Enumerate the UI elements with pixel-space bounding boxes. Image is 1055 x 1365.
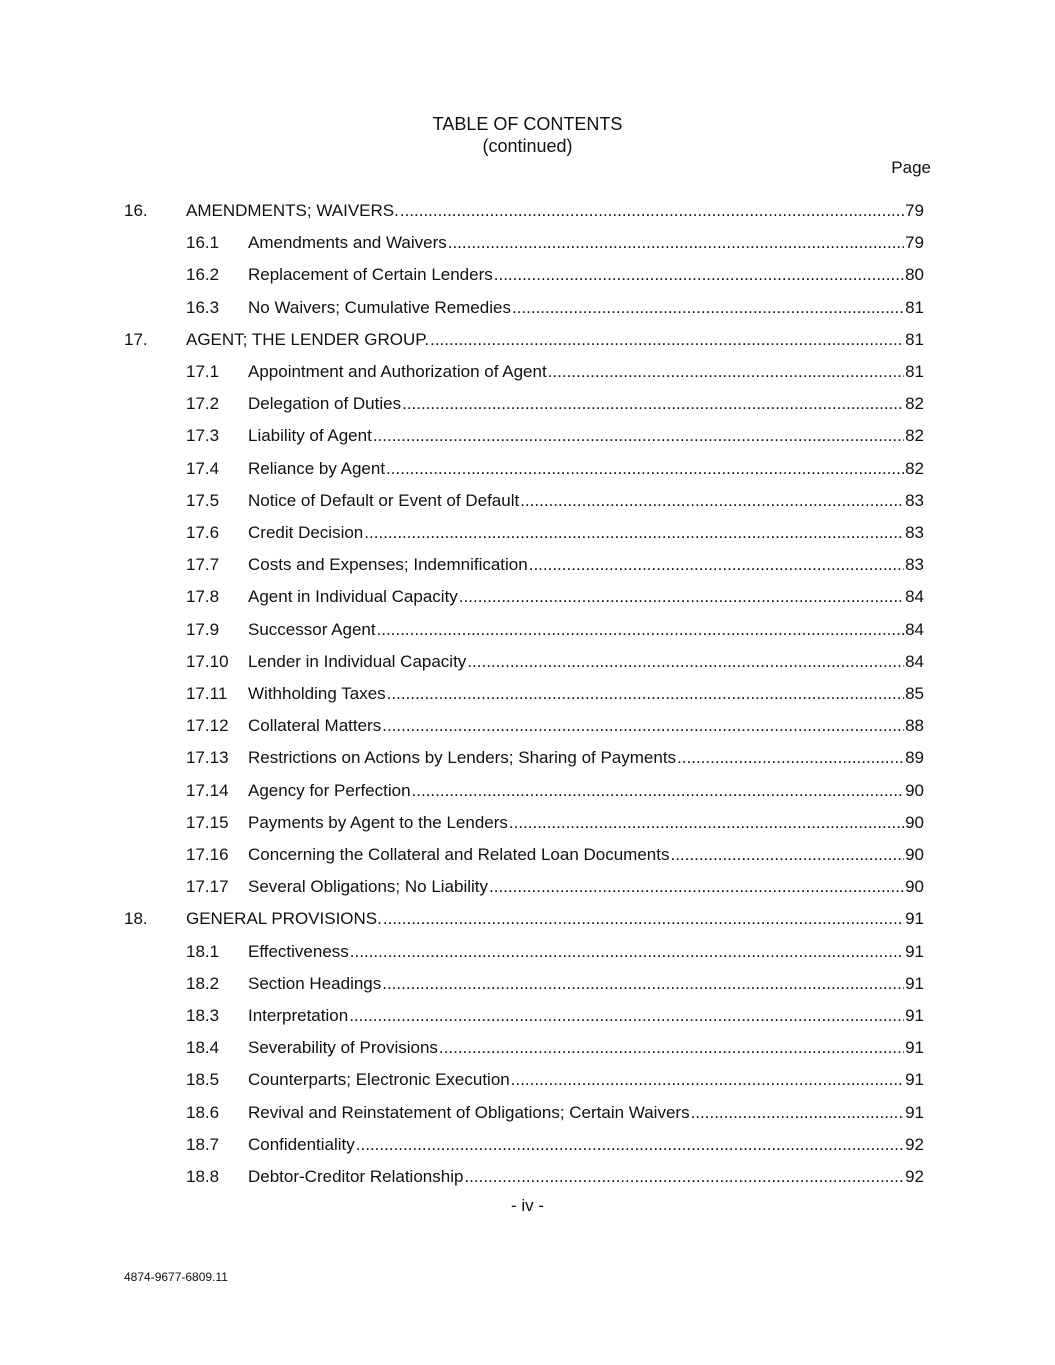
toc-entry-number: 18.: [124, 909, 148, 929]
dot-leader: [356, 1129, 904, 1161]
toc-entry-number: 17.6: [186, 523, 220, 542]
toc-entry-page: 90: [905, 877, 924, 897]
toc-entry-title[interactable]: Restrictions on Actions by Lenders; Sharing of Payments: [248, 748, 677, 768]
dot-leader: [382, 968, 904, 1000]
toc-entry-title[interactable]: Agent in Individual Capacity: [248, 587, 458, 607]
toc-section-row[interactable]: [0, 195, 1055, 227]
dot-leader: [448, 227, 904, 259]
toc-subsection-row[interactable]: [0, 646, 1055, 678]
toc-entry-number: 18.4: [186, 1038, 220, 1058]
page-number: - iv -: [510, 1196, 545, 1215]
toc-entry-line: [248, 259, 924, 291]
toc-subsection-row[interactable]: [0, 420, 1055, 452]
toc-entry-page: 91: [905, 941, 924, 961]
dot-leader: [382, 710, 904, 742]
dot-leader: [386, 453, 904, 485]
toc-entry-number: 17.8: [186, 587, 220, 607]
toc-entry-title[interactable]: Costs and Expenses; Indemnification: [248, 555, 528, 575]
toc-entry-title[interactable]: Debtor-Creditor Relationship: [248, 1167, 464, 1186]
toc-entry-line: [248, 839, 924, 871]
toc-entry-title[interactable]: Liability of Agent: [248, 426, 372, 446]
toc-subsection-row[interactable]: [0, 485, 1055, 517]
toc-entry-line: [248, 807, 924, 839]
toc-subsection-row[interactable]: [0, 936, 1055, 968]
dot-leader: [439, 1032, 904, 1064]
toc-entry-page: 83: [905, 490, 924, 510]
toc-entry-page: 84: [905, 619, 924, 639]
toc-entry-line: [248, 1064, 924, 1096]
toc-entry-line: [248, 549, 924, 581]
toc-entry-line: [248, 646, 924, 678]
toc-entry-number: 18.5: [186, 1070, 220, 1090]
dot-leader: [387, 678, 904, 710]
dot-leader: [548, 356, 904, 388]
dot-leader: [509, 807, 904, 839]
toc-entry-line: [248, 936, 924, 968]
toc-subsection-row[interactable]: [0, 453, 1055, 485]
toc-entry-title[interactable]: Confidentiality: [248, 1134, 355, 1154]
toc-entry-page: 90: [905, 845, 924, 864]
toc-entry-title[interactable]: Successor Agent: [248, 619, 376, 639]
toc-subsection-row[interactable]: [0, 517, 1055, 549]
toc-entry-page: 91: [905, 909, 924, 929]
toc-entry-title[interactable]: No Waivers; Cumulative Remedies: [248, 297, 511, 317]
toc-subsection-row[interactable]: [0, 614, 1055, 646]
toc-entry-line: [248, 871, 924, 903]
toc-entry-page: 92: [905, 1134, 924, 1154]
toc-subsection-row[interactable]: [0, 1064, 1055, 1096]
toc-entry-line: [248, 1097, 924, 1129]
toc-entry-line: [248, 227, 924, 259]
toc-entry-number: 17.16: [186, 845, 229, 864]
toc-subsection-row[interactable]: [0, 968, 1055, 1000]
toc-entry-line: [248, 678, 924, 710]
toc-entry-number: 17.10: [186, 651, 229, 671]
toc-entry-line: [248, 1000, 924, 1032]
dot-leader: [377, 614, 905, 646]
toc-entry-title[interactable]: Withholding Taxes: [248, 684, 386, 703]
toc-entry-title[interactable]: GENERAL PROVISIONS.: [186, 909, 382, 929]
dot-leader: [691, 1097, 905, 1129]
dot-leader: [349, 1000, 904, 1032]
dot-leader: [520, 485, 904, 517]
toc-entry-number: 17.12: [186, 716, 229, 736]
toc-entry-line: [248, 1161, 924, 1193]
toc-entry-page: 80: [905, 265, 924, 285]
dot-leader: [373, 420, 904, 452]
toc-entry-number: 17.17: [186, 877, 229, 897]
toc-entry-page: 79: [905, 201, 924, 220]
toc-entry-line: [248, 420, 924, 452]
toc-entry-number: 18.3: [186, 1006, 220, 1025]
toc-subsection-row[interactable]: [0, 1032, 1055, 1064]
toc-entry-title[interactable]: Severability of Provisions: [248, 1038, 438, 1058]
toc-entry-line: [248, 292, 924, 324]
dot-leader: [677, 742, 904, 774]
toc-entry-line: [248, 581, 924, 613]
toc-entry-page: 89: [905, 748, 924, 768]
toc-entry-page: 82: [905, 394, 924, 414]
toc-subsection-row[interactable]: [0, 807, 1055, 839]
toc-entry-number: 17.1: [186, 362, 220, 381]
toc-entry-page: 91: [905, 973, 924, 993]
document-id: 4874-9677-6809.11: [124, 1270, 228, 1284]
toc-entry-page: 81: [905, 362, 924, 381]
toc-entry-page: 92: [905, 1167, 924, 1186]
toc-entry-title[interactable]: Revival and Reinstatement of Obligations; Certain Waivers: [248, 1102, 690, 1122]
dot-leader: [529, 549, 904, 581]
toc-subsection-row[interactable]: [0, 1000, 1055, 1032]
toc-entry-page: 84: [905, 587, 924, 607]
toc-entry-line: [248, 356, 924, 388]
toc-entry-page: 79: [905, 233, 924, 253]
toc-subsection-row[interactable]: [0, 1097, 1055, 1129]
dot-leader: [383, 903, 904, 935]
toc-entry-page: 81: [905, 329, 924, 349]
toc-entry-line: [248, 742, 924, 774]
toc-entry-page: 85: [905, 684, 924, 703]
dot-leader: [350, 936, 904, 968]
toc-entry-title[interactable]: Counterparts; Electronic Execution: [248, 1070, 510, 1090]
toc-entry-number: 17.3: [186, 426, 220, 446]
toc-entry-page: 90: [905, 812, 924, 832]
dot-leader: [459, 581, 904, 613]
toc-entry-page: 82: [905, 458, 924, 478]
toc-entry-title[interactable]: AGENT; THE LENDER GROUP.: [186, 329, 430, 349]
toc-entry-page: 91: [905, 1038, 924, 1058]
toc-entry-title[interactable]: Collateral Matters: [248, 716, 382, 736]
dot-leader: [464, 1161, 904, 1193]
toc-entry-number: 18.8: [186, 1167, 220, 1186]
toc-entry-number: 16.: [124, 201, 148, 220]
toc-entry-line: [248, 485, 924, 517]
toc-subsection-row[interactable]: [0, 292, 1055, 324]
dot-leader: [400, 195, 904, 227]
toc-entry-title[interactable]: AMENDMENTS; WAIVERS.: [186, 201, 399, 220]
toc-subsection-row[interactable]: [0, 388, 1055, 420]
dot-leader: [467, 646, 904, 678]
toc-entry-page: 81: [905, 297, 924, 317]
toc-entry-page: 88: [905, 716, 924, 736]
toc-entry-title[interactable]: Section Headings: [248, 973, 382, 993]
toc-subsection-row[interactable]: [0, 742, 1055, 774]
toc-entry-number: 17.15: [186, 812, 229, 832]
toc-entry-number: 16.2: [186, 265, 220, 285]
toc-entry-page: 91: [905, 1102, 924, 1122]
dot-leader: [412, 775, 905, 807]
dot-leader: [430, 324, 904, 356]
toc-entry-title[interactable]: Several Obligations; No Liability: [248, 877, 489, 897]
dot-leader: [494, 259, 904, 291]
toc-entry-line: [186, 195, 924, 227]
toc-subsection-row[interactable]: [0, 775, 1055, 807]
toc-entry-title[interactable]: Delegation of Duties: [248, 394, 402, 414]
toc-entry-title[interactable]: Concerning the Collateral and Related Loan Documents: [248, 845, 670, 864]
toc-entry-line: [248, 775, 924, 807]
toc-title: TABLE OF CONTENTS: [432, 114, 623, 134]
toc-entry-title[interactable]: Lender in Individual Capacity: [248, 651, 467, 671]
toc-entry-number: 17.11: [186, 684, 228, 703]
toc-entry-number: 18.1: [186, 941, 220, 961]
toc-entry-title[interactable]: Interpretation: [248, 1006, 349, 1025]
toc-entry-line: [248, 1129, 924, 1161]
dot-leader: [489, 871, 904, 903]
toc-entry-page: 83: [905, 523, 924, 542]
toc-entry-line: [248, 1032, 924, 1064]
toc-section-row[interactable]: [0, 903, 1055, 935]
toc-entry-title[interactable]: Payments by Agent to the Lenders: [248, 812, 508, 832]
toc-entry-number: 16.3: [186, 297, 220, 317]
toc-subsection-row[interactable]: [0, 1129, 1055, 1161]
dot-leader: [670, 839, 904, 871]
toc-entry-number: 17.4: [186, 458, 220, 478]
toc-entry-number: 17.2: [186, 394, 220, 414]
toc-entry-line: [186, 324, 924, 356]
toc-entry-page: 91: [905, 1070, 924, 1090]
toc-entry-number: 17.14: [186, 780, 229, 800]
toc-entry-number: 18.6: [186, 1102, 220, 1122]
toc-subsection-row[interactable]: [0, 710, 1055, 742]
toc-entry-number: 17.: [124, 329, 148, 349]
toc-entry-line: [248, 453, 924, 485]
toc-entry-number: 17.13: [186, 748, 229, 768]
toc-entry-number: 18.7: [186, 1134, 220, 1154]
toc-entry-title[interactable]: Agency for Perfection: [248, 780, 411, 800]
dot-leader: [402, 388, 904, 420]
toc-entry-page: 83: [905, 555, 924, 575]
toc-entry-line: [248, 388, 924, 420]
toc-entry-title[interactable]: Appointment and Authorization of Agent: [248, 362, 547, 381]
toc-entry-title[interactable]: Reliance by Agent: [248, 458, 386, 478]
page-column-label: Page: [891, 158, 931, 177]
toc-entry-page: 90: [905, 780, 924, 800]
toc-entry-title[interactable]: Amendments and Waivers: [248, 233, 447, 253]
toc-entry-number: 18.2: [186, 973, 220, 993]
toc-entry-line: [248, 517, 924, 549]
toc-entry-line: [248, 968, 924, 1000]
toc-subsection-row[interactable]: [0, 259, 1055, 291]
toc-entry-line: [248, 614, 924, 646]
toc-subsection-row[interactable]: [0, 1161, 1055, 1193]
toc-entry-title[interactable]: Notice of Default or Event of Default: [248, 490, 520, 510]
toc-subsection-row[interactable]: [0, 549, 1055, 581]
toc-entry-number: 17.9: [186, 619, 220, 639]
toc-entry-line: [186, 903, 924, 935]
dot-leader: [364, 517, 904, 549]
toc-entry-page: 91: [905, 1006, 924, 1025]
toc-entry-title[interactable]: Replacement of Certain Lenders: [248, 265, 493, 285]
toc-entry-number: 16.1: [186, 233, 220, 253]
toc-subsection-row[interactable]: [0, 356, 1055, 388]
toc-section-row[interactable]: [0, 324, 1055, 356]
dot-leader: [511, 1064, 904, 1096]
toc-entry-line: [248, 710, 924, 742]
toc-entry-number: 17.5: [186, 490, 220, 510]
toc-subtitle: (continued): [482, 136, 573, 156]
toc-subsection-row[interactable]: [0, 581, 1055, 613]
toc-entry-number: 17.7: [186, 555, 220, 575]
toc-subsection-row[interactable]: [0, 871, 1055, 903]
toc-entry-page: 84: [905, 651, 924, 671]
toc-subsection-row[interactable]: [0, 678, 1055, 710]
toc-entry-page: 82: [905, 426, 924, 446]
dot-leader: [512, 292, 904, 324]
toc-entry-title[interactable]: Effectiveness: [248, 941, 349, 961]
toc-subsection-row[interactable]: [0, 839, 1055, 871]
toc-subsection-row[interactable]: [0, 227, 1055, 259]
toc-entry-title[interactable]: Credit Decision: [248, 523, 364, 542]
